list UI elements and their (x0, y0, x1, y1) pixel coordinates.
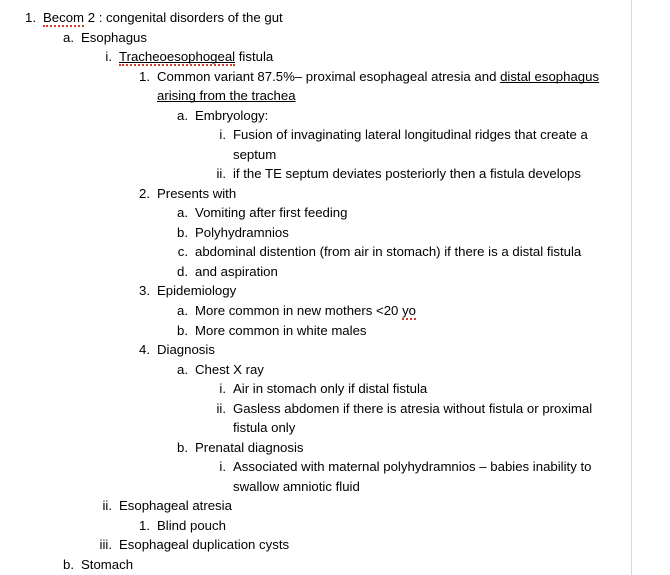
outline-item (114, 340, 670, 360)
outline-item-text (233, 125, 670, 164)
outline-item (190, 125, 670, 164)
outline-item (152, 438, 670, 458)
list-marker: 2. (139, 185, 150, 201)
text-run: More common in white males (195, 322, 367, 338)
outline-item (152, 301, 670, 321)
text-run: Prenatal diagnosis (195, 439, 304, 455)
text-run: Chest X ray (195, 361, 264, 377)
text-run: distal esophagus arising from the trachea (157, 68, 600, 104)
outline-item (152, 223, 670, 243)
outline-item (190, 164, 670, 184)
outline-item-text (119, 47, 670, 67)
outline-item-text (195, 301, 670, 321)
outline-item-text (119, 535, 670, 555)
outline-item-text (195, 438, 670, 458)
outline-item-text (233, 399, 670, 438)
text-run: fistula (235, 49, 274, 65)
outline-item-text (233, 379, 670, 399)
list-marker: 4. (139, 342, 150, 358)
list-marker: a. (177, 205, 188, 221)
outline-item-text (233, 457, 670, 496)
outline-item-text (195, 262, 670, 282)
outline-item-text (157, 67, 670, 106)
list-marker: a. (63, 29, 74, 45)
outline-item-text (157, 340, 670, 360)
outline-item-text (195, 106, 670, 126)
list-marker: a. (177, 107, 188, 123)
outline-item (190, 379, 670, 399)
list-marker: i. (219, 459, 226, 475)
list-marker: i. (105, 49, 112, 65)
outline-item-text (81, 555, 670, 575)
outline-item (152, 106, 670, 126)
list-marker: d. (177, 263, 188, 279)
text-run: Stomach (81, 556, 134, 572)
list-marker: 1. (139, 517, 150, 533)
outline-item-text (81, 28, 670, 48)
outline-item-text (43, 8, 670, 28)
text-run: Blind pouch (157, 517, 226, 533)
list-marker: i. (219, 381, 226, 397)
text-run: Gasless abdomen if there is atresia without fistula or proximal fistula only (233, 400, 593, 436)
text-run: Tracheoesophogeal (119, 49, 236, 65)
text-run: Becom (43, 10, 85, 25)
outline-item (114, 516, 670, 536)
text-run: Associated with maternal polyhydramnios – babies inability to swallow amniotic fluid (233, 459, 592, 494)
list-marker: 3. (139, 283, 150, 299)
text-run: Polyhydramnios (195, 224, 289, 240)
outline-item (76, 47, 670, 67)
outline-item-text (195, 242, 670, 262)
text-run: More common in new mothers <20 (195, 302, 403, 318)
outline-item (114, 281, 670, 301)
outline-item (114, 67, 670, 106)
list-marker: 1. (25, 10, 36, 25)
outline-item (0, 8, 670, 28)
outline-item-text (119, 496, 670, 516)
text-run: Embryology: (195, 107, 269, 123)
outline-item-text (195, 321, 670, 341)
list-marker: a. (177, 302, 188, 318)
outline-item-text (157, 516, 670, 536)
text-run: 2 : congenital disorders of the gut (84, 10, 283, 25)
list-marker: c. (177, 244, 188, 260)
outline-item-text (233, 164, 670, 184)
list-marker: b. (63, 556, 74, 572)
outline-item-text (195, 203, 670, 223)
outline-item (152, 262, 670, 282)
outline-item-text (157, 281, 670, 301)
list-marker: ii. (216, 400, 226, 416)
text-run: Common variant 87.5%– proximal esophageal atresia and (157, 68, 501, 84)
text-run: Diagnosis (157, 342, 215, 358)
text-run: Presents with (157, 185, 237, 201)
outline-item-text (195, 223, 670, 243)
outline-item (190, 399, 670, 438)
text-run: Fusion of invaginating lateral longitudinal ridges that create a septum (233, 127, 588, 162)
outline-item (152, 360, 670, 380)
text-run: Air in stomach only if distal fistula (233, 381, 428, 397)
outline-item (152, 203, 670, 223)
list-marker: a. (177, 361, 188, 377)
list-marker: 1. (139, 68, 150, 84)
text-run: if the TE septum deviates posteriorly then a fistula develops (233, 166, 581, 182)
text-run: Epidemiology (157, 283, 237, 299)
outline-item (190, 457, 670, 496)
text-run: Esophagus (81, 29, 147, 45)
outline-list (0, 8, 670, 572)
outline-item (76, 535, 670, 555)
list-marker: ii. (216, 166, 226, 182)
text-run: Esophageal duplication cysts (119, 537, 290, 553)
text-run: Vomiting after first feeding (195, 205, 348, 221)
text-run: abdominal distention (from air in stomach) if there is a distal fistula (195, 244, 582, 260)
list-marker: ii. (102, 498, 112, 514)
outline-item (38, 555, 670, 572)
outline-item-text (195, 360, 670, 380)
list-marker: iii. (99, 537, 112, 553)
text-run: yo (402, 302, 416, 318)
list-marker: i. (219, 127, 226, 143)
list-marker: b. (177, 224, 188, 240)
list-marker: b. (177, 322, 188, 338)
outline-item (114, 184, 670, 204)
outline-item (152, 321, 670, 341)
text-run: and aspiration (195, 263, 278, 279)
list-marker: b. (177, 439, 188, 455)
outline-item (38, 28, 670, 48)
outline-item-text (157, 184, 670, 204)
text-run: Esophageal atresia (119, 498, 232, 514)
outline-item (152, 242, 670, 262)
outline-item (76, 496, 670, 516)
